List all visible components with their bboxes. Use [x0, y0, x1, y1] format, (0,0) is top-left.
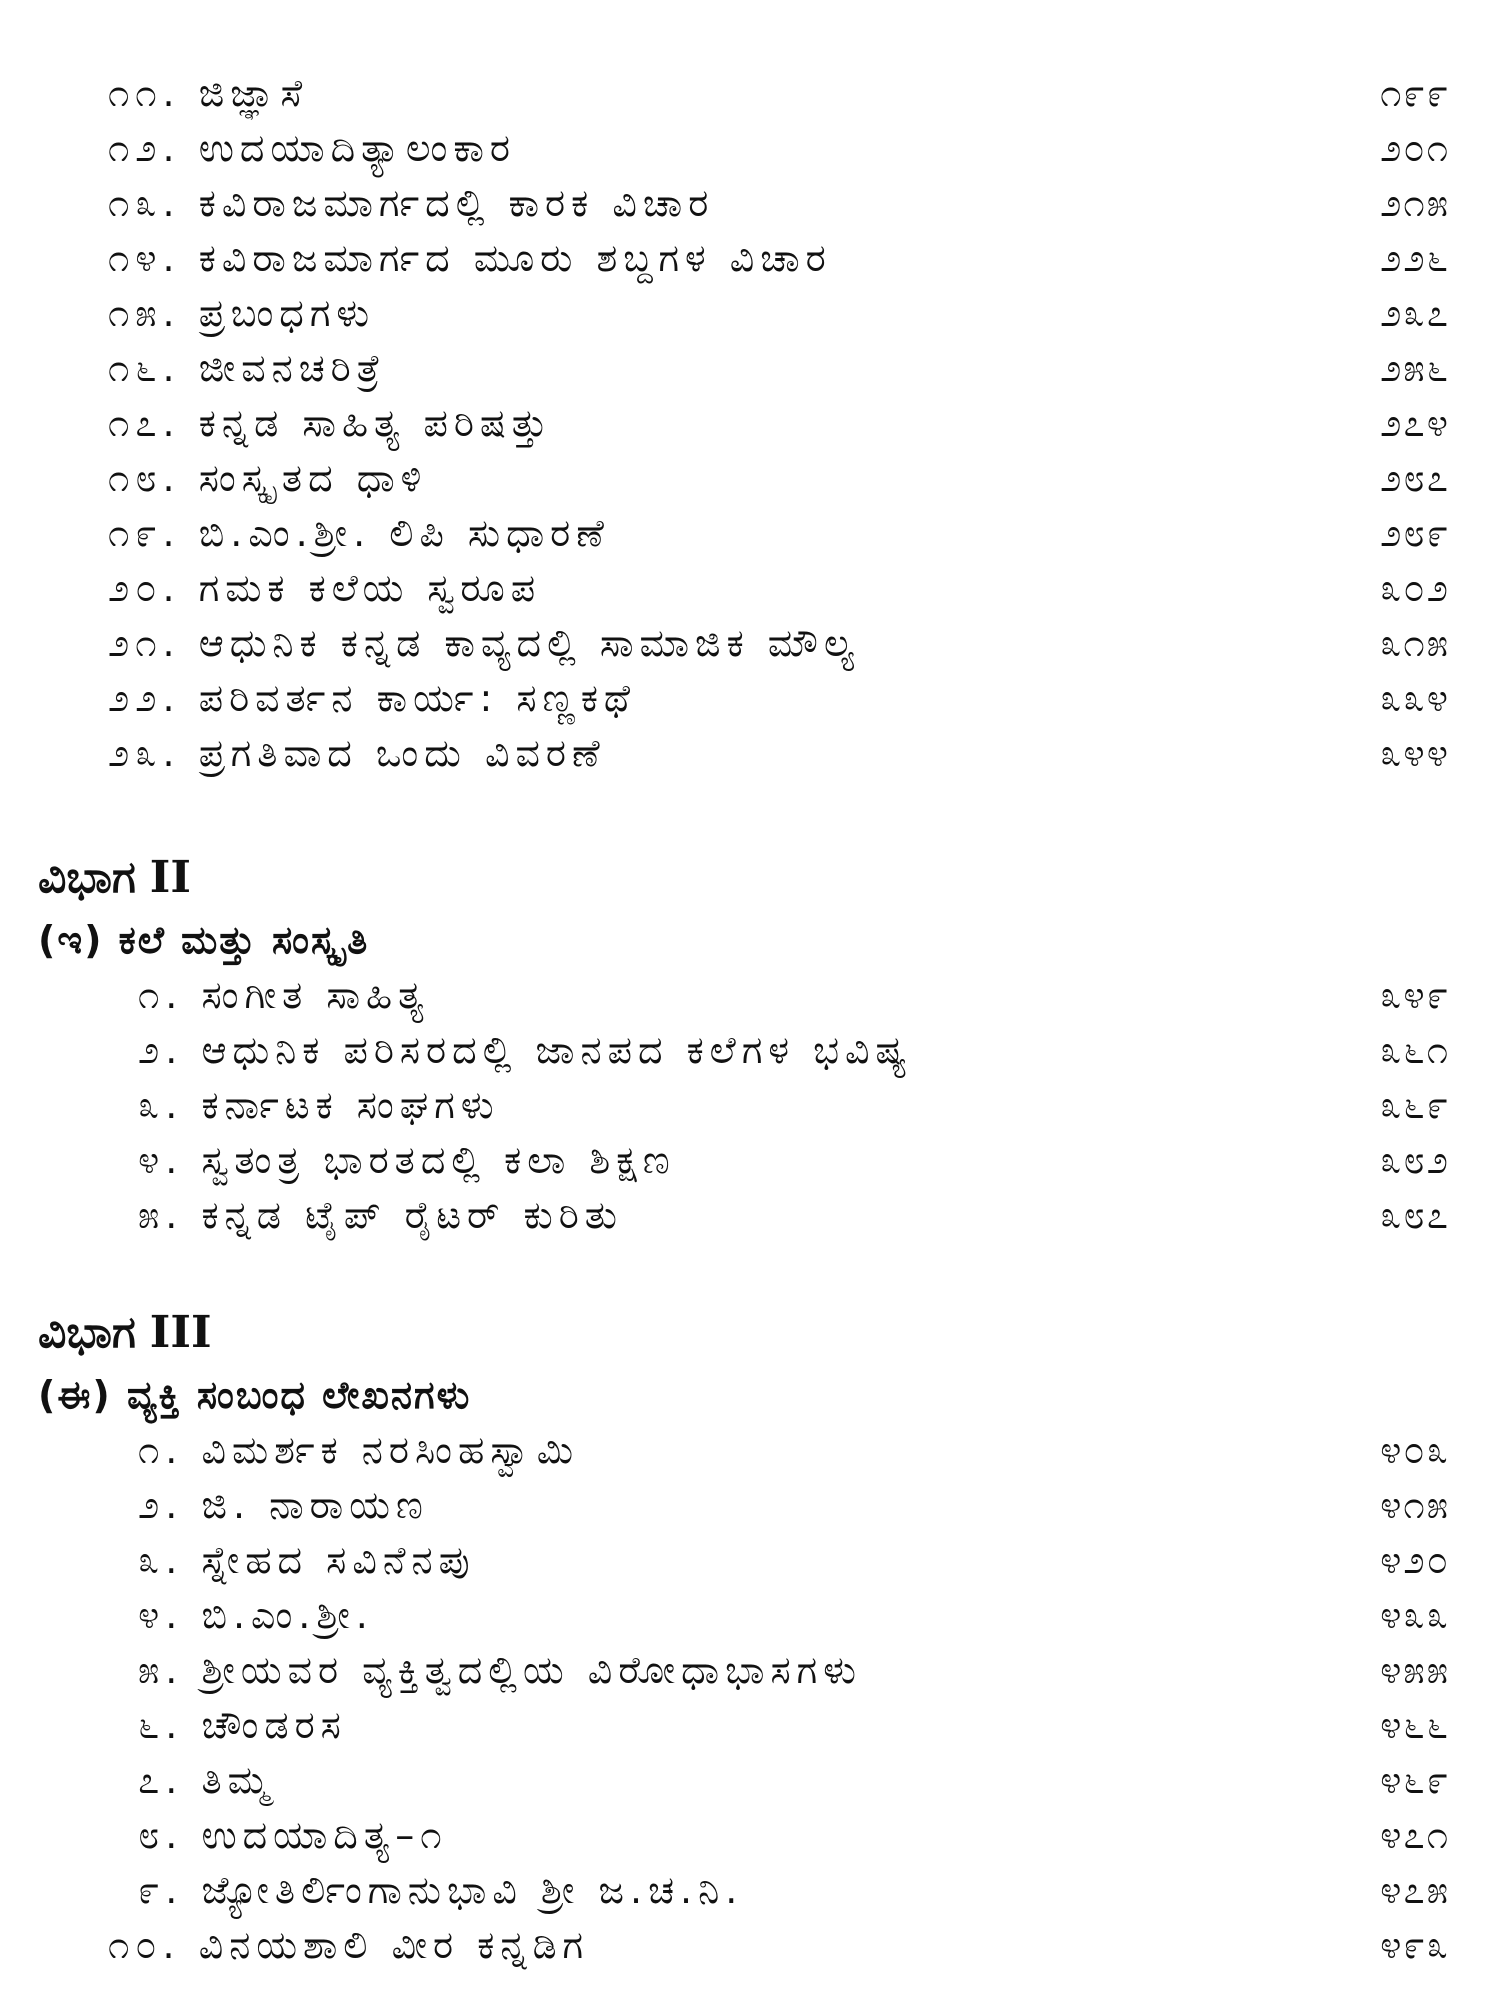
- entry-title: ೨. ಜಿ. ನಾರಾಯಣ: [138, 1483, 429, 1527]
- page-number: ೪೭೧: [1380, 1813, 1450, 1857]
- entry-title: ೨೩. ಪ್ರಗತಿವಾದ ಒಂದು ವಿವರಣೆ: [108, 731, 606, 775]
- entry-title: ೨೨. ಪರಿವರ್ತನ ಕಾರ್ಯ: ಸಣ್ಣಕಥೆ: [108, 676, 636, 720]
- entry-title: ೯. ಜ್ಯೋತಿರ್ಲಿಂಗಾನುಭಾವಿ ಶ್ರೀ ಜ.ಚ.ನಿ.: [138, 1868, 744, 1912]
- page-number: ೪೨೦: [1380, 1538, 1450, 1582]
- page-number: ೪೧೫: [1380, 1483, 1450, 1527]
- page-number: ೩೬೯: [1380, 1083, 1450, 1127]
- page-number: ೨೩೭: [1380, 291, 1450, 335]
- section-heading-3: [38, 1305, 212, 1361]
- entry-title: ೧೯. ಬಿ.ಎಂ.ಶ್ರೀ. ಲಿಪಿ ಸುಧಾರಣೆ: [108, 511, 610, 555]
- page-number: ೩೬೧: [1380, 1028, 1450, 1072]
- page-number: ೪೩೩: [1380, 1593, 1450, 1637]
- page-number: ೨೭೪: [1380, 401, 1450, 445]
- page-number: ೨೧೫: [1380, 181, 1450, 225]
- section-roman: III: [149, 1307, 212, 1358]
- page-number: ೨೨೬: [1380, 236, 1450, 280]
- entry-title: ೮. ಉದಯಾದಿತ್ಯ–೧: [138, 1813, 448, 1857]
- entry-title: ೧೧. ಜಿಜ್ಞಾಸೆ: [108, 71, 309, 115]
- section-label: ವಿಭಾಗ: [38, 1307, 136, 1358]
- page-number: ೪೦೩: [1380, 1428, 1450, 1472]
- page-number: ೪೭೫: [1380, 1868, 1450, 1912]
- page-number: ೩೩೪: [1380, 676, 1450, 720]
- page-number: ೩೦೨: [1380, 566, 1450, 610]
- entry-title: ೧೫. ಪ್ರಬಂಧಗಳು: [108, 291, 376, 335]
- entry-title: ೧೨. ಉದಯಾದಿತ್ಯಾಲಂಕಾರ: [108, 126, 516, 170]
- page-number: ೧೯೯: [1380, 71, 1450, 115]
- entry-title: ೫. ಕನ್ನಡ ಟೈಪ್ ರೈಟರ್ ಕುರಿತು: [138, 1193, 623, 1237]
- entry-title: ೧೩. ಕವಿರಾಜಮಾರ್ಗದಲ್ಲಿ ಕಾರಕ ವಿಚಾರ: [108, 181, 715, 225]
- page-number: ೩೮೨: [1380, 1138, 1450, 1182]
- page-number: ೪೬೯: [1380, 1758, 1450, 1802]
- entry-title: ೧೪. ಕವಿರಾಜಮಾರ್ಗದ ಮೂರು ಶಬ್ದಗಳ ವಿಚಾರ: [108, 236, 832, 280]
- section-label: ವಿಭಾಗ: [38, 852, 136, 903]
- section-heading-2: [38, 850, 191, 906]
- entry-title: ೭. ತಿಮ್ಮ: [138, 1758, 275, 1802]
- entry-title: ೧೭. ಕನ್ನಡ ಸಾಹಿತ್ಯ ಪರಿಷತ್ತು: [108, 401, 554, 445]
- subheading-3: (ಈ) ವ್ಯಕ್ತಿ ಸಂಬಂಧ ಲೇಖನಗಳು: [38, 1373, 472, 1417]
- entry-title: ೬. ಚೌಂಡರಸ: [138, 1703, 347, 1747]
- entry-title: ೨೧. ಆಧುನಿಕ ಕನ್ನಡ ಕಾವ್ಯದಲ್ಲಿ ಸಾಮಾಜಿಕ ಮೌಲ್ಯ: [108, 621, 860, 665]
- entry-title: ೧. ವಿಮರ್ಶಕ ನರಸಿಂಹಸ್ವಾಮಿ: [138, 1428, 580, 1472]
- page-number: ೨೮೯: [1380, 511, 1450, 555]
- entry-title: ೧೮. ಸಂಸ್ಕೃತದ ಧಾಳಿ: [108, 456, 428, 500]
- entry-title: ೧೬. ಜೀವನಚರಿತ್ರೆ: [108, 346, 386, 390]
- page-number: ೪೯೩: [1380, 1923, 1450, 1967]
- page-number: ೩೪೯: [1380, 973, 1450, 1017]
- page-number: ೨೫೬: [1380, 346, 1450, 390]
- entry-title: ೧೦. ವಿನಯಶಾಲಿ ವೀರ ಕನ್ನಡಿಗ: [108, 1923, 590, 1967]
- entry-title: ೩. ಸ್ನೇಹದ ಸವಿನೆನಪು: [138, 1538, 476, 1582]
- page-number: ೨೦೧: [1380, 126, 1450, 170]
- section-roman: II: [149, 852, 191, 903]
- page-number: ೩೮೭: [1380, 1193, 1450, 1237]
- entry-title: ೨. ಆಧುನಿಕ ಪರಿಸರದಲ್ಲಿ ಜಾನಪದ ಕಲೆಗಳ ಭವಿಷ್ಯ: [138, 1028, 913, 1072]
- page-number: ೩೧೫: [1380, 621, 1450, 665]
- entry-title: ೫. ಶ್ರೀಯವರ ವ್ಯಕ್ತಿತ್ವದಲ್ಲಿಯ ವಿರೋಧಾಭಾಸಗಳು: [138, 1648, 862, 1692]
- page-number: ೪೫೫: [1380, 1648, 1450, 1692]
- page-number: ೨೮೭: [1380, 456, 1450, 500]
- entry-title: ೩. ಕರ್ನಾಟಕ ಸಂಘಗಳು: [138, 1083, 500, 1127]
- entry-title: ೪. ಬಿ.ಎಂ.ಶ್ರೀ.: [138, 1593, 374, 1637]
- entry-title: ೪. ಸ್ವತಂತ್ರ ಭಾರತದಲ್ಲಿ ಕಲಾ ಶಿಕ್ಷಣ: [138, 1138, 676, 1182]
- page-number: ೪೬೬: [1380, 1703, 1450, 1747]
- entry-title: ೧. ಸಂಗೀತ ಸಾಹಿತ್ಯ: [138, 973, 430, 1017]
- entry-title: ೨೦. ಗಮಕ ಕಲೆಯ ಸ್ವರೂಪ: [108, 566, 542, 610]
- subheading-2: (ಇ) ಕಲೆ ಮತ್ತು ಸಂಸ್ಕೃತಿ: [38, 918, 370, 962]
- page-number: ೩೪೪: [1380, 731, 1450, 775]
